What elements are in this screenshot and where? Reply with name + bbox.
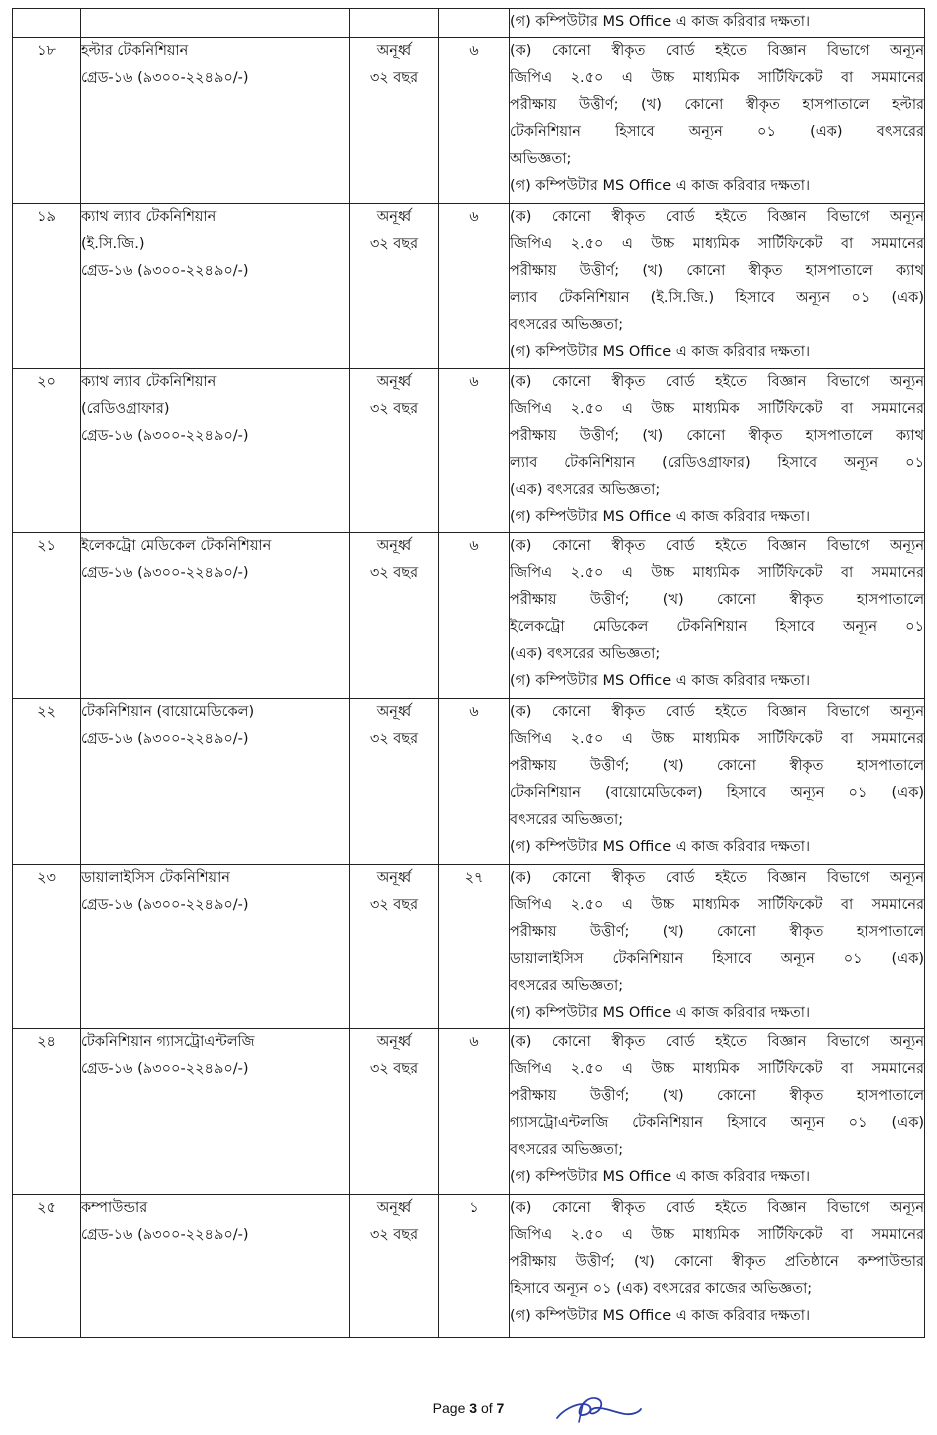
age-limit-text: অনূর্ধ্ব <box>376 374 412 390</box>
qualification-line: পরীক্ষায় উত্তীর্ণ; (খ) কোনো স্বীকৃত হাসপাতালে <box>510 1088 924 1104</box>
post-cell <box>81 38 350 204</box>
serial-number: ২০ <box>37 374 56 390</box>
qualification-line: পরীক্ষায় উত্তীর্ণ; (খ) কোনো স্বীকৃত প্রতিষ্ঠানে কম্পাউন্ডার <box>510 1254 924 1270</box>
vacancy-count: ৬ <box>469 1034 479 1050</box>
vacancy-count: ২৭ <box>464 870 484 886</box>
serial-cell <box>13 204 81 369</box>
post-grade: গ্রেড-১৬ (৯৩০০-২২৪৯০/-) <box>81 1227 249 1243</box>
vacancy-count-cell <box>439 865 510 1029</box>
age-limit-cell <box>350 533 439 699</box>
age-limit-text: অনূর্ধ্ব <box>376 43 412 59</box>
vacancy-table <box>12 8 925 1338</box>
age-limit-text: ৩২ বছর <box>369 236 419 252</box>
table-row <box>13 38 925 204</box>
post-cell <box>81 865 350 1029</box>
age-limit-text: অনূর্ধ্ব <box>376 538 412 554</box>
vacancy-count-cell <box>439 1029 510 1195</box>
qualification-cell <box>510 1195 925 1338</box>
vacancy-count-cell <box>439 204 510 369</box>
page-footer <box>0 1400 937 1416</box>
page-current: 3 <box>469 1400 478 1416</box>
age-limit-cell <box>350 865 439 1029</box>
post-name: (ই.সি.জি.) <box>81 236 145 252</box>
qualification-line: (ক) কোনো স্বীকৃত বোর্ড হইতে বিজ্ঞান বিভাগে অন্যূন <box>510 870 924 886</box>
vacancy-count-cell <box>439 38 510 204</box>
post-cell <box>81 369 350 533</box>
age-limit-cell <box>350 369 439 533</box>
table-row <box>13 1195 925 1338</box>
serial-number: ২৫ <box>37 1200 56 1216</box>
vacancy-count-cell <box>439 699 510 865</box>
qualification-line: জিপিএ ২.৫০ এ উচ্চ মাধ্যমিক সার্টিফিকেট বা সমমানের <box>510 565 924 581</box>
post-grade: গ্রেড-১৬ (৯৩০০-২২৪৯০/-) <box>81 565 249 581</box>
qualification-line: পরীক্ষায় উত্তীর্ণ; (খ) কোনো স্বীকৃত হাসপাতালে <box>510 924 924 940</box>
serial-cell <box>13 38 81 204</box>
qualification-line: বৎসরের অভিজ্ঞতা; <box>510 1142 624 1158</box>
age-limit-cell <box>350 1029 439 1195</box>
post-grade: গ্রেড-১৬ (৯৩০০-২২৪৯০/-) <box>81 428 249 444</box>
table-row <box>13 865 925 1029</box>
serial-number: ২৩ <box>37 870 56 886</box>
age-limit-cell <box>350 38 439 204</box>
qualification-line: (গ) কম্পিউটার MS Office এ কাজ করিবার দক্ষতা। <box>510 839 811 855</box>
qualification-line: জিপিএ ২.৫০ এ উচ্চ মাধ্যমিক সার্টিফিকেট বা সমমানের <box>510 731 924 747</box>
table-row <box>13 699 925 865</box>
post-name: ডায়ালাইসিস টেকনিশিয়ান <box>81 870 230 886</box>
qualification-cell <box>510 204 925 369</box>
qualification-line: ডায়ালাইসিস টেকনিশিয়ান হিসাবে অন্যূন ০১ (এক) <box>510 951 924 967</box>
qualification-line: টেকনিশিয়ান (বায়োমেডিকেল) হিসাবে অন্যূন ০১ (এক) <box>510 785 924 801</box>
age-limit-cell <box>350 699 439 865</box>
serial-number: ২৪ <box>37 1034 56 1050</box>
serial-cell <box>13 1029 81 1195</box>
qualification-line: পরীক্ষায় উত্তীর্ণ; (খ) কোনো স্বীকৃত হাসপাতালে হল্টার <box>510 97 924 113</box>
table-row <box>13 1029 925 1195</box>
qualification-line: (ক) কোনো স্বীকৃত বোর্ড হইতে বিজ্ঞান বিভাগে অন্যূন <box>510 1200 924 1216</box>
serial-cell <box>13 1195 81 1338</box>
qualification-line: (গ) কম্পিউটার MS Office এ কাজ করিবার দক্ষতা। <box>510 1005 811 1021</box>
serial-cell <box>13 699 81 865</box>
qualification-line: জিপিএ ২.৫০ এ উচ্চ মাধ্যমিক সার্টিফিকেট বা সমমানের <box>510 401 924 417</box>
serial-number: ২১ <box>37 538 56 554</box>
post-name: ইলেকট্রো মেডিকেল টেকনিশিয়ান <box>81 538 272 554</box>
qualification-cell <box>510 38 925 204</box>
qualification-line: (গ) কম্পিউটার MS Office এ কাজ করিবার দক্ষতা। <box>510 1308 811 1324</box>
qualification-line: (এক) বৎসরের অভিজ্ঞতা; <box>510 482 661 498</box>
qualification-line: পরীক্ষায় উত্তীর্ণ; (খ) কোনো স্বীকৃত হাসপাতালে <box>510 592 924 608</box>
qualification-cell <box>510 865 925 1029</box>
qualification-line: (গ) কম্পিউটার MS Office এ কাজ করিবার দক্ষতা। <box>510 673 811 689</box>
vacancy-count: ৬ <box>469 704 479 720</box>
post-cell <box>81 699 350 865</box>
post-cell <box>81 533 350 699</box>
post-name: (রেডিওগ্রাফার) <box>81 401 170 417</box>
serial-cell <box>13 533 81 699</box>
post-grade: গ্রেড-১৬ (৯৩০০-২২৪৯০/-) <box>81 897 249 913</box>
qualification-cell <box>510 1029 925 1195</box>
post-name: হল্টার টেকনিশিয়ান <box>81 43 189 59</box>
vacancy-count: ৬ <box>469 43 479 59</box>
serial-cell <box>13 369 81 533</box>
vacancy-count: ৬ <box>469 374 479 390</box>
post-grade: গ্রেড-১৬ (৯৩০০-২২৪৯০/-) <box>81 70 249 86</box>
qualification-cell <box>510 699 925 865</box>
qualification-line: টেকনিশিয়ান হিসাবে অন্যূন ০১ (এক) বৎসরের <box>510 124 924 140</box>
qualification-line: ল্যাব টেকনিশিয়ান (রেডিওগ্রাফার) হিসাবে অন্যূন ০১ <box>510 455 924 471</box>
qualification-line: জিপিএ ২.৫০ এ উচ্চ মাধ্যমিক সার্টিফিকেট বা সমমানের <box>510 70 924 86</box>
qualification-line: ল্যাব টেকনিশিয়ান (ই.সি.জি.) হিসাবে অন্যূন ০১ (এক) <box>510 290 924 306</box>
age-limit-cell <box>350 204 439 369</box>
qualification-line: পরীক্ষায় উত্তীর্ণ; (খ) কোনো স্বীকৃত হাসপাতালে <box>510 758 924 774</box>
qualification-line: হিসাবে অন্যূন ০১ (এক) বৎসরের কাজের অভিজ্ঞতা; <box>510 1281 813 1297</box>
qualification-line: জিপিএ ২.৫০ এ উচ্চ মাধ্যমিক সার্টিফিকেট বা সমমানের <box>510 1061 924 1077</box>
qualification-line: পরীক্ষায় উত্তীর্ণ; (খ) কোনো স্বীকৃত হাসপাতালে ক্যাথ <box>510 263 924 279</box>
qualification-cell <box>510 533 925 699</box>
qualification-line: অভিজ্ঞতা; <box>510 151 572 167</box>
age-limit-text: ৩২ বছর <box>369 731 419 747</box>
table-row <box>13 9 925 38</box>
qualification-line: (গ) কম্পিউটার MS Office এ কাজ করিবার দক্ষতা। <box>510 14 811 30</box>
post-name: কম্পাউন্ডার <box>81 1200 148 1216</box>
age-limit-text: অনূর্ধ্ব <box>376 209 412 225</box>
age-limit-text: ৩২ বছর <box>369 1227 419 1243</box>
vacancy-count: ৬ <box>469 538 479 554</box>
vacancy-count: ১ <box>469 1200 479 1216</box>
page-total: 7 <box>496 1400 505 1416</box>
age-limit-cell <box>350 9 439 38</box>
post-name: ক্যাথ ল্যাব টেকনিশিয়ান <box>81 374 217 390</box>
qualification-line: (ক) কোনো স্বীকৃত বোর্ড হইতে বিজ্ঞান বিভাগে অন্যূন <box>510 704 924 720</box>
handwritten-signature-icon <box>553 1390 645 1424</box>
qualification-line: (ক) কোনো স্বীকৃত বোর্ড হইতে বিজ্ঞান বিভাগে অন্যূন <box>510 374 924 390</box>
qualification-line: (গ) কম্পিউটার MS Office এ কাজ করিবার দক্ষতা। <box>510 509 811 525</box>
qualification-line: জিপিএ ২.৫০ এ উচ্চ মাধ্যমিক সার্টিফিকেট বা সমমানের <box>510 897 924 913</box>
table-row <box>13 533 925 699</box>
post-grade: গ্রেড-১৬ (৯৩০০-২২৪৯০/-) <box>81 731 249 747</box>
age-limit-text: অনূর্ধ্ব <box>376 704 412 720</box>
serial-number: ১৮ <box>37 43 56 59</box>
qualification-line: (গ) কম্পিউটার MS Office এ কাজ করিবার দক্ষতা। <box>510 1169 811 1185</box>
post-name: ক্যাথ ল্যাব টেকনিশিয়ান <box>81 209 217 225</box>
age-limit-text: ৩২ বছর <box>369 897 419 913</box>
qualification-line: (ক) কোনো স্বীকৃত বোর্ড হইতে বিজ্ঞান বিভাগে অন্যূন <box>510 209 924 225</box>
vacancy-count-cell <box>439 369 510 533</box>
table-row <box>13 204 925 369</box>
serial-number: ১৯ <box>37 209 56 225</box>
vacancy-count: ৬ <box>469 209 479 225</box>
qualification-cell <box>510 369 925 533</box>
qualification-line: (ক) কোনো স্বীকৃত বোর্ড হইতে বিজ্ঞান বিভাগে অন্যূন <box>510 43 924 59</box>
qualification-line: বৎসরের অভিজ্ঞতা; <box>510 812 624 828</box>
vacancy-count-cell <box>439 1195 510 1338</box>
age-limit-text: ৩২ বছর <box>369 401 419 417</box>
serial-cell <box>13 865 81 1029</box>
qualification-line: পরীক্ষায় উত্তীর্ণ; (খ) কোনো স্বীকৃত হাসপাতালে ক্যাথ <box>510 428 924 444</box>
qualification-cell <box>510 9 925 38</box>
vacancy-count-cell <box>439 9 510 38</box>
qualification-line: বৎসরের অভিজ্ঞতা; <box>510 978 624 994</box>
post-name: টেকনিশিয়ান গ্যাসট্রোএন্টলজি <box>81 1034 255 1050</box>
age-limit-text: ৩২ বছর <box>369 70 419 86</box>
serial-number: ২২ <box>37 704 56 720</box>
age-limit-text: অনূর্ধ্ব <box>376 870 412 886</box>
post-cell <box>81 1029 350 1195</box>
qualification-line: (গ) কম্পিউটার MS Office এ কাজ করিবার দক্ষতা। <box>510 178 811 194</box>
page-label: Page <box>432 1400 470 1416</box>
age-limit-text: ৩২ বছর <box>369 565 419 581</box>
qualification-line: গ্যাসট্রোএন্টলজি টেকনিশিয়ান হিসাবে অন্যূন ০১ (এক) <box>510 1115 924 1131</box>
post-cell <box>81 1195 350 1338</box>
qualification-line: (ক) কোনো স্বীকৃত বোর্ড হইতে বিজ্ঞান বিভাগে অন্যূন <box>510 538 924 554</box>
age-limit-text: ৩২ বছর <box>369 1061 419 1077</box>
vacancy-count-cell <box>439 533 510 699</box>
qualification-line: বৎসরের অভিজ্ঞতা; <box>510 317 624 333</box>
qualification-line: (এক) বৎসরের অভিজ্ঞতা; <box>510 646 661 662</box>
age-limit-cell <box>350 1195 439 1338</box>
serial-cell <box>13 9 81 38</box>
page-of: of <box>477 1400 497 1416</box>
post-cell <box>81 204 350 369</box>
qualification-line: ইলেকট্রো মেডিকেল টেকনিশিয়ান হিসাবে অন্যূন ০১ <box>510 619 924 635</box>
qualification-line: জিপিএ ২.৫০ এ উচ্চ মাধ্যমিক সার্টিফিকেট বা সমমানের <box>510 236 924 252</box>
post-grade: গ্রেড-১৬ (৯৩০০-২২৪৯০/-) <box>81 263 249 279</box>
qualification-line: জিপিএ ২.৫০ এ উচ্চ মাধ্যমিক সার্টিফিকেট বা সমমানের <box>510 1227 924 1243</box>
table-row <box>13 369 925 533</box>
age-limit-text: অনূর্ধ্ব <box>376 1200 412 1216</box>
age-limit-text: অনূর্ধ্ব <box>376 1034 412 1050</box>
qualification-line: (গ) কম্পিউটার MS Office এ কাজ করিবার দক্ষতা। <box>510 344 811 360</box>
qualification-line: (ক) কোনো স্বীকৃত বোর্ড হইতে বিজ্ঞান বিভাগে অন্যূন <box>510 1034 924 1050</box>
post-cell <box>81 9 350 38</box>
post-name: টেকনিশিয়ান (বায়োমেডিকেল) <box>81 704 255 720</box>
post-grade: গ্রেড-১৬ (৯৩০০-২২৪৯০/-) <box>81 1061 249 1077</box>
